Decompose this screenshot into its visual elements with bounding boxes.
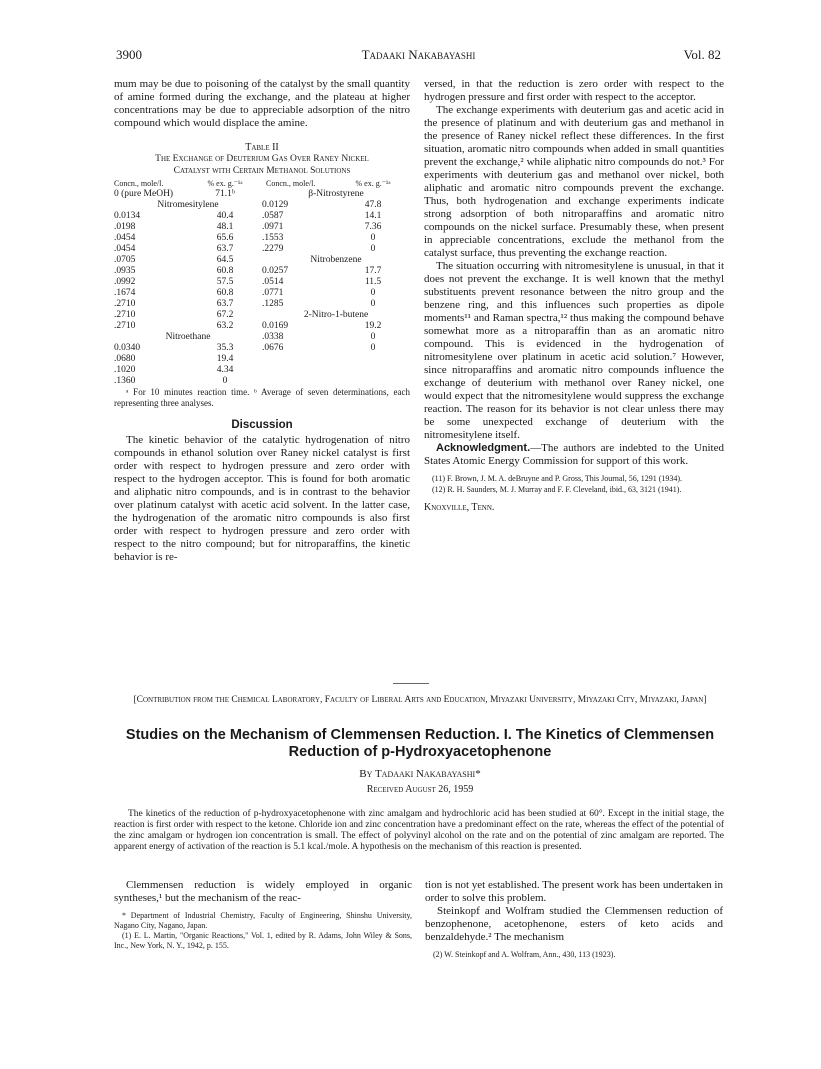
table-row: [114, 321, 410, 332]
cell: 0 (pure MeOH): [114, 189, 174, 199]
table-row: [114, 211, 410, 222]
cell: 0: [370, 233, 376, 243]
cell: 4.34: [216, 365, 234, 375]
cell: .0771: [262, 288, 284, 298]
subheading-nitrobutene: 2-Nitro-1-butene: [303, 310, 369, 320]
table-row: [114, 266, 410, 277]
cell: 67.2: [216, 310, 234, 320]
cell: 64.5: [216, 255, 234, 265]
col-header: Concn., mole/l.: [266, 179, 316, 188]
abstract: The kinetics of the reduction of p-hydroxyacetophenone with zinc amalgam and hydrochloric acid has been studied at 60°. Except in the initial stage, the reaction is first order with respect to the ketone. Chloride ion and zinc concentration have a predominant effect on the rate, whereas the effect of the potential of the zinc amalgam or hydrogen ion concentration is small. The effect of polyvinyl alcohol on the rate and on the potential of zinc amalgam are reported. The apparent energy of activation of the reaction is 5.1 kcal./mole. A hypothesis on the mechanism of this reaction is presented.: [114, 809, 724, 852]
cell: 0.0257: [262, 266, 289, 276]
cell: .0198: [114, 222, 136, 232]
cell: .0992: [114, 277, 136, 287]
cell: .2710: [114, 299, 136, 309]
cell: 35.3: [216, 343, 234, 353]
footnotes-right: [425, 950, 723, 960]
footnote-star: * Department of Industrial Chemistry, Faculty of Engineering, Shinshu University, Nagano City, Nagano, Japan.: [114, 911, 412, 930]
discussion-heading: Discussion: [231, 419, 293, 431]
cell: 0: [370, 343, 376, 353]
cell: 48.1: [216, 222, 234, 232]
body-right-text-1: tion is not yet established. The present work has been undertaken in order to solve this problem.: [425, 879, 723, 904]
article-body-right: [425, 879, 723, 960]
cell: .0971: [262, 222, 284, 232]
cell: 57.5: [216, 277, 234, 287]
cell: .2710: [114, 310, 136, 320]
subheading-beta-nitrostyrene: β-Nitrostyrene: [308, 189, 364, 199]
contribution-line: [Contribution from the Chemical Laboratory, Faculty of Liberal Arts and Education, Miyazaki University, Miyazaki City, Miyazaki, Japan]: [133, 695, 707, 705]
table-footnote: ᵃ For 10 minutes reaction time. ᵇ Average of seven determinations, each representing three analyses.: [114, 387, 410, 408]
table-row: [114, 376, 410, 387]
cell: .0454: [114, 233, 136, 243]
cell: 60.8: [216, 288, 234, 298]
cell: 0: [370, 299, 376, 309]
col-header: % ex. g.⁻¹ᵃ: [355, 179, 391, 188]
table-row: [114, 354, 410, 365]
cell: .0587: [262, 211, 284, 221]
body-right-text-2: Steinkopf and Wolfram studied the Clemmensen reduction of benzophenone, acetophenone, esters of keto acids and benzaldehyde.² The mechanism: [425, 905, 723, 943]
left-para-1: mum may be due to poisoning of the catalyst by the small quantity of amine formed during the exchange, and the plateau at higher concentrations may be due to appreciable adsorption of the nitro compound which would displace the amine.: [114, 78, 410, 129]
subheading-nitromesitylene: Nitromesitylene: [157, 200, 219, 210]
footnotes-left: [114, 911, 412, 951]
place-line: Knoxville, Tenn.: [424, 502, 495, 513]
footnote-2: (2) W. Steinkopf and A. Wolfram, Ann., 430, 113 (1923).: [433, 950, 616, 959]
table-row: [114, 332, 410, 343]
table-row: [114, 255, 410, 266]
table-row: [114, 189, 410, 200]
references: [424, 474, 724, 495]
cell: 0.0129: [262, 200, 289, 210]
cell: 47.8: [364, 200, 382, 210]
received-date: Received August 26, 1959: [366, 784, 474, 795]
cell: 0.0169: [262, 321, 289, 331]
table-row: [114, 343, 410, 354]
subheading-nitroethane: Nitroethane: [165, 332, 211, 342]
cell: .0338: [262, 332, 284, 342]
cell: .0454: [114, 244, 136, 254]
cell: 0: [370, 332, 376, 342]
cell: 71.1ᵇ: [215, 189, 235, 199]
right-para-1: versed, in that the reduction is zero order with respect to the hydrogen pressure and first order with respect to the acceptor.: [424, 78, 724, 103]
table-caption-2: Catalyst with Certain Methanol Solutions: [173, 165, 351, 176]
cell: 0.0134: [114, 211, 141, 221]
right-column: [424, 78, 724, 514]
cell: .2710: [114, 321, 136, 331]
page-number: 3900: [116, 47, 142, 62]
cell: 7.36: [364, 222, 382, 232]
table-title: Table II: [245, 142, 279, 153]
cell: 63.7: [216, 299, 234, 309]
cell: 63.2: [216, 321, 234, 331]
cell: 60.8: [216, 266, 234, 276]
table-row: [114, 233, 410, 244]
reference-11: (11) F. Brown, J. M. A. deBruyne and P. Gross, This Journal, 56, 1291 (1934).: [432, 474, 683, 483]
cell: 11.5: [364, 277, 382, 287]
article-title: Studies on the Mechanism of Clemmensen Reduction. I. The Kinetics of Clemmensen Reduction of p-Hydroxyacetophenone: [125, 727, 715, 760]
table-row: [114, 222, 410, 233]
body-left-text: Clemmensen reduction is widely employed in organic syntheses,¹ but the mechanism of the reac-: [114, 879, 412, 904]
running-head-author: Tadaaki Nakabayashi: [361, 47, 476, 62]
cell: 17.7: [364, 266, 382, 276]
cell: 0: [370, 244, 376, 254]
cell: .1020: [114, 365, 136, 375]
subheading-nitrobenzene: Nitrobenzene: [310, 255, 362, 265]
cell: .1674: [114, 288, 136, 298]
table-row: [114, 200, 410, 211]
col-header: % ex. g.⁻¹ᵃ: [207, 179, 243, 188]
exchange-table: [114, 178, 410, 387]
right-para-2: The exchange experiments with deuterium gas and acetic acid in the presence of platinum and with deuterium gas and methanol in the presence of Raney nickel reflect these differences. In the first situation, aromatic nitro compounds when added in small quantities prevent the exchange,² while aliphatic nitro compounds do not.³ For experiments with deuterium gas and methanol over nickel, both aliphatic and aromatic nitro compounds prevent the exchange. Thus, both hydrogenation and exchange experiments indicate strong adsorption of both nitroparaffins and aromatic nitro compounds on the nickel surface. Presumably these, when present in appreciable concentrations, exclude the methanol from the catalyst surface, thus preventing the exchange reaction.: [424, 104, 724, 259]
table-row: [114, 244, 410, 255]
cell: 0: [370, 288, 376, 298]
cell: .0705: [114, 255, 136, 265]
acknowledgment: [424, 442, 724, 468]
acknowledgment-text: —The authors are indebted to the United States Atomic Energy Commission for support of this work.: [424, 442, 724, 467]
cell: 65.6: [216, 233, 234, 243]
article-body-left: [114, 879, 412, 951]
cell: 0: [222, 376, 228, 386]
volume-number: Vol. 82: [683, 47, 721, 62]
col-header: Concn., mole/l.: [114, 179, 164, 188]
table-row: [114, 310, 410, 321]
table-row: [114, 288, 410, 299]
cell: .0676: [262, 343, 284, 353]
cell: .1553: [262, 233, 284, 243]
table-row: [114, 277, 410, 288]
cell: 63.7: [216, 244, 234, 254]
cell: .0680: [114, 354, 136, 364]
right-para-3: The situation occurring with nitromesitylene is unusual, in that it does not prevent the exchange. It is well known that the methyl substituents prevent resonance between the nitro group and the benzene ring, and this influences such properties as dipole moments¹¹ and Raman spectra,¹² thus making the compound behave somewhat more as a nitroparaffin than as an aromatic nitro compound. This is evidenced in the hydrogenation of nitromesitylene over platinum in acetic acid solution.⁷ However, since nitroparaffins and aromatic nitro compounds influence the exchange of deuterium with methanol over Raney nickel, one would expect that the nitromesitylene would suppress the exchange reaction. The reason for its behavior is not clear unless there may be some unexpected exchange of deuterium with the nitromesitylene itself.: [424, 260, 724, 441]
reference-12: (12) R. H. Saunders, M. J. Murray and F. F. Cleveland, ibid., 63, 3121 (1941).: [432, 485, 682, 494]
cell: .1360: [114, 376, 136, 386]
table-row: [114, 299, 410, 310]
byline: By Tadaaki Nakabayashi*: [359, 768, 481, 780]
cell: 14.1: [364, 211, 382, 221]
cell: .0935: [114, 266, 136, 276]
cell: 19.4: [216, 354, 234, 364]
cell: .0514: [262, 277, 284, 287]
footnote-1: (1) E. L. Martin, "Organic Reactions," Vol. 1, edited by R. Adams, John Wiley & Sons, Inc., New York, N. Y., 1942, p. 155.: [114, 931, 412, 950]
acknowledgment-heading: Acknowledgment.: [436, 442, 531, 454]
cell: .2279: [262, 244, 284, 254]
table-header-row: [114, 178, 410, 189]
cell: 19.2: [364, 321, 382, 331]
left-column: [114, 78, 410, 564]
table-row: [114, 365, 410, 376]
cell: 40.4: [216, 211, 234, 221]
table-caption-1: The Exchange of Deuterium Gas Over Raney Nickel: [155, 154, 369, 164]
cell: 0.0340: [114, 343, 141, 353]
cell: .1285: [262, 299, 284, 309]
discussion-text: The kinetic behavior of the catalytic hydrogenation of nitro compounds in ethanol solution over Raney nickel catalyst is first order with respect to hydrogen pressure and zero order with respect to the hydrogen acceptor. This is found for both aromatic and aliphatic nitro compounds, and is in contrast to the behavior over platinum catalyst with acetic acid solvent. In the latter case, the hydrogenation of the aromatic nitro compounds is also first order with respect to hydrogen pressure and zero order with respect to the nitro compound; but for nitroparaffins, the kinetic behavior is re-: [114, 434, 410, 563]
section-divider: [393, 683, 429, 684]
page-header: [116, 47, 721, 65]
